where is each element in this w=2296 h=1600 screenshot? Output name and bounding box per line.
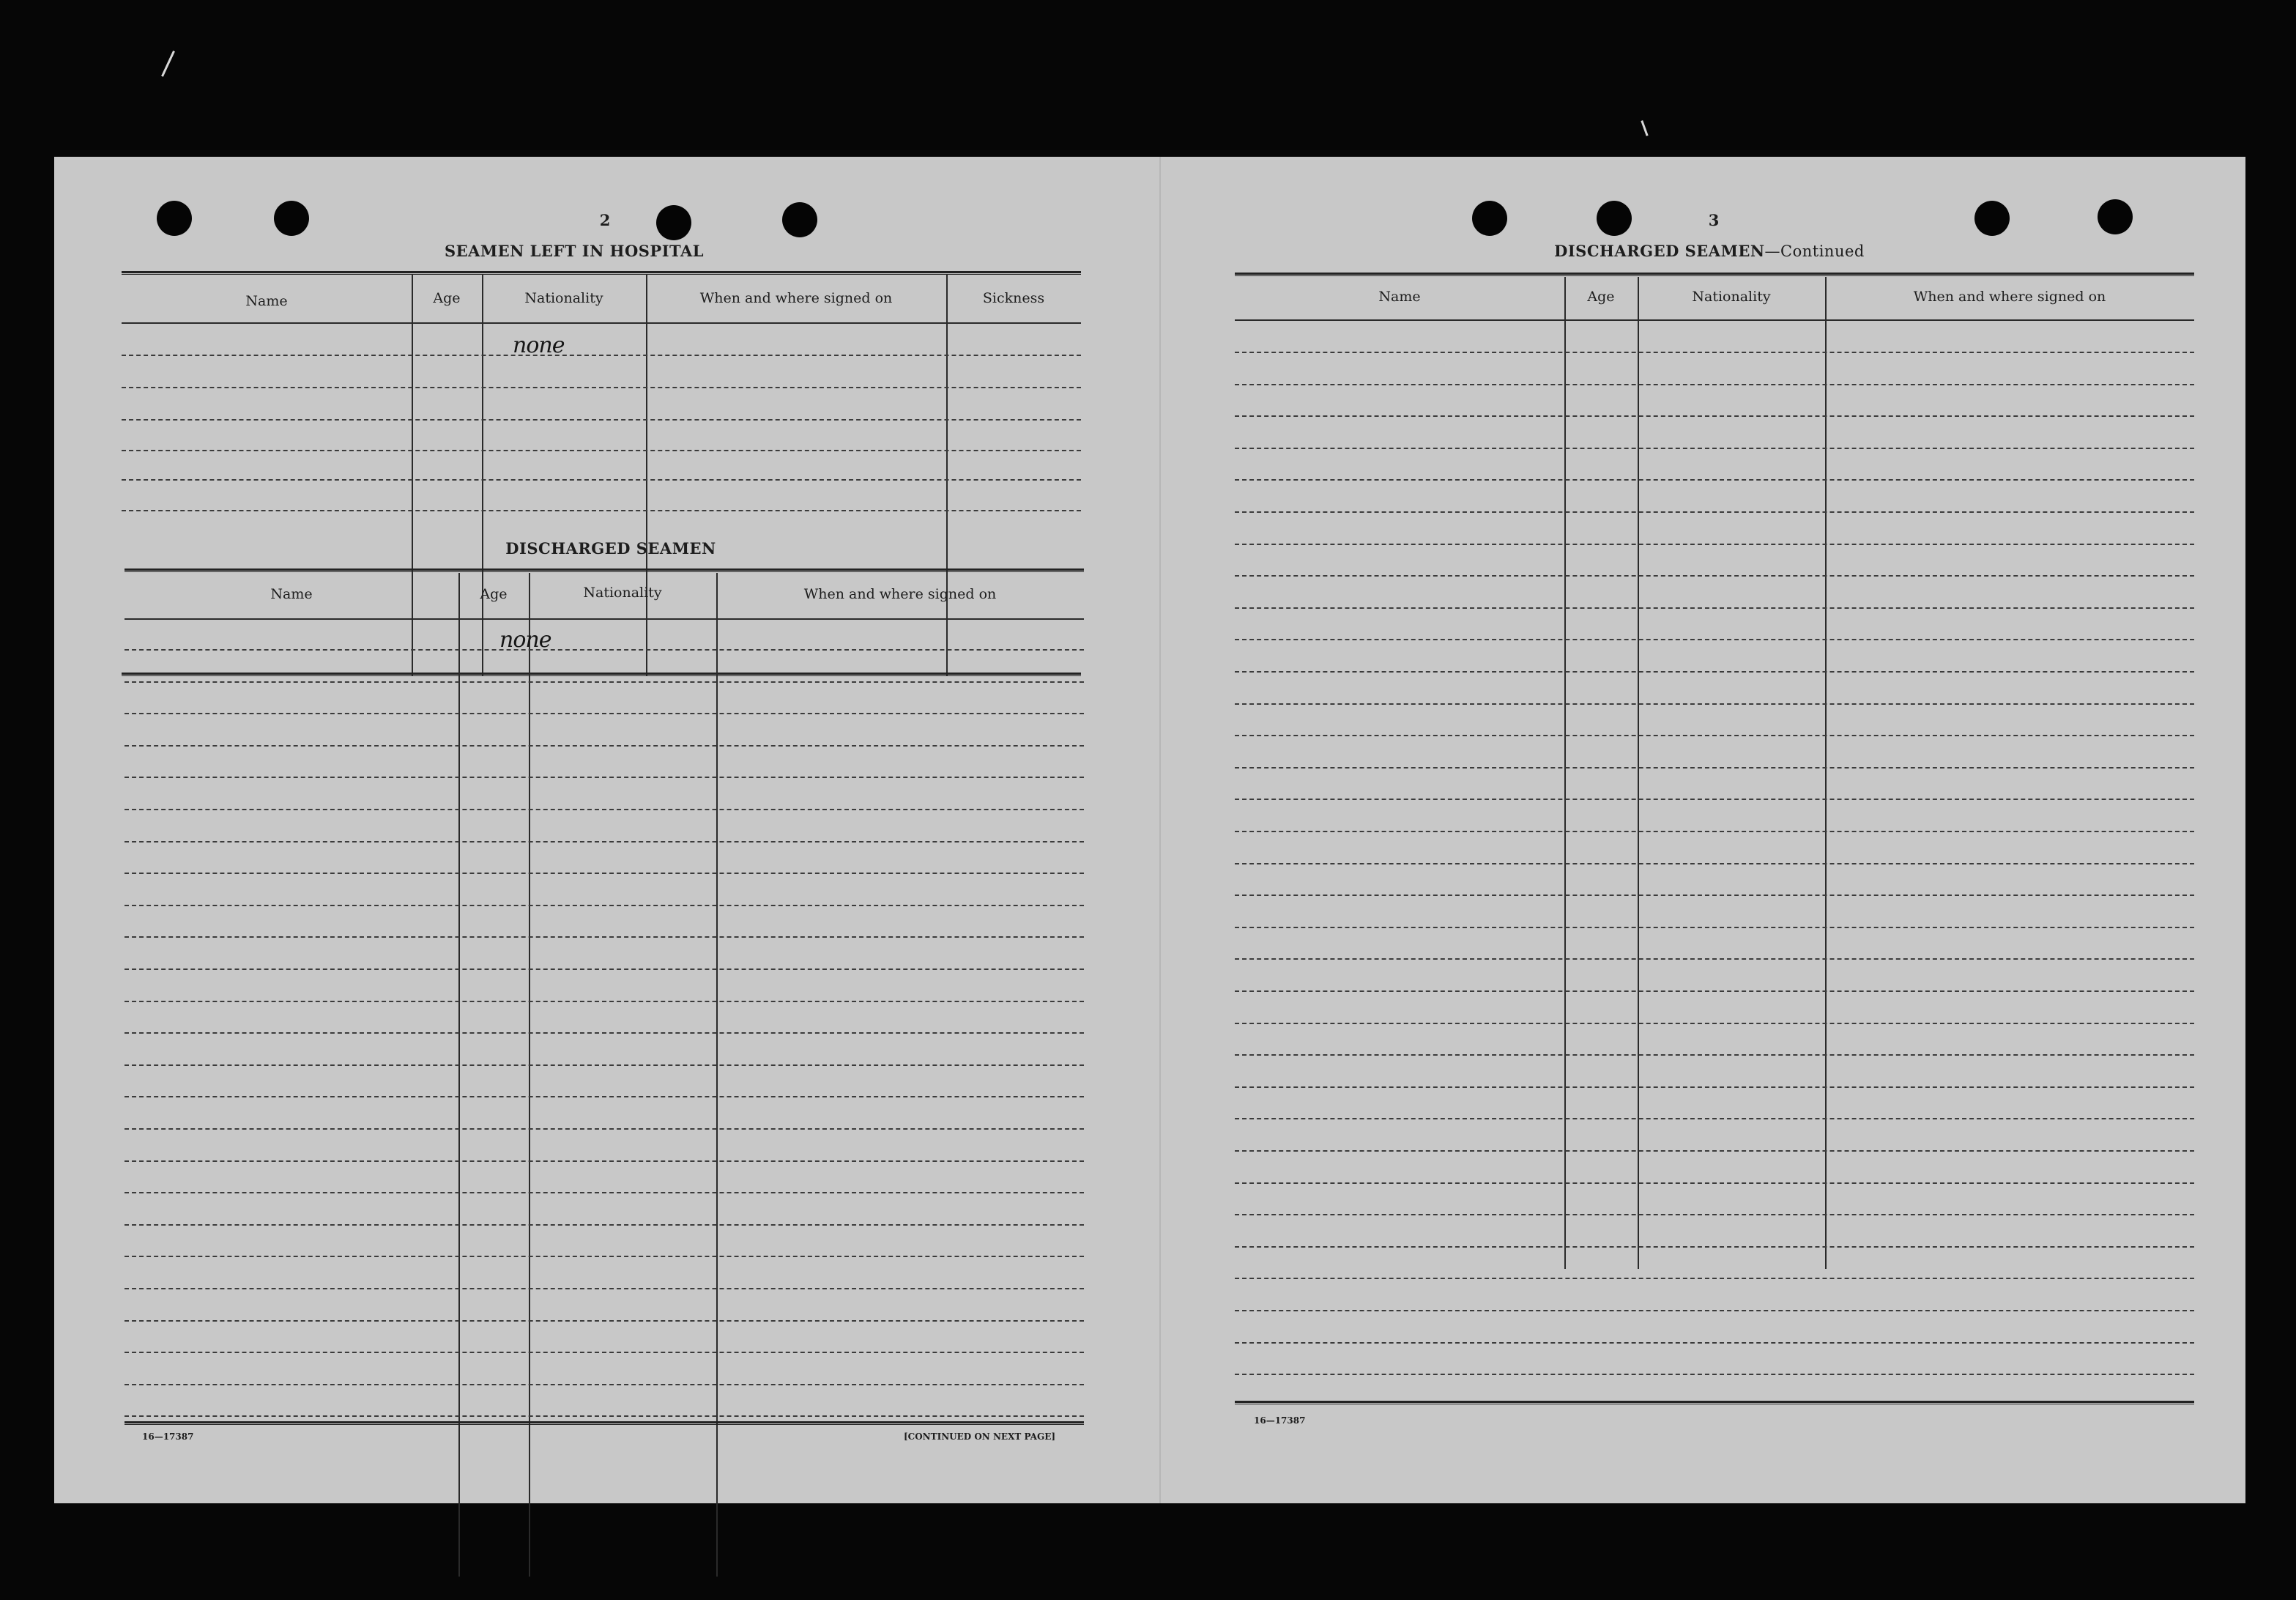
table-top-rule <box>125 568 1084 572</box>
table-row-line <box>122 510 1081 511</box>
table-row-line <box>125 905 1084 906</box>
table-row-line <box>1235 1246 2194 1248</box>
table-row-line <box>125 1032 1084 1034</box>
column-header-signed-on: When and where signed on <box>699 290 893 306</box>
handwritten-entry: none <box>499 627 551 653</box>
table-row-line <box>1235 1278 2194 1279</box>
table-row-line <box>125 649 1084 651</box>
table-row-line <box>122 387 1081 388</box>
section-title-discharged: DISCHARGED SEAMEN <box>505 539 716 558</box>
column-divider <box>1564 277 1566 1269</box>
table-row-line <box>1235 1310 2194 1311</box>
table-row-line <box>1235 671 2194 673</box>
handwritten-entry: none <box>513 333 565 358</box>
column-divider <box>646 274 647 675</box>
table-row-line <box>125 745 1084 747</box>
document-sheet <box>54 157 2245 1503</box>
binder-hole <box>656 205 691 240</box>
table-row-line <box>1235 544 2194 545</box>
page-divider <box>1159 157 1161 1503</box>
table-row-line <box>125 1320 1084 1322</box>
table-row-line <box>1235 895 2194 896</box>
table-row-line <box>1235 1150 2194 1152</box>
column-divider <box>458 573 460 1577</box>
table-row-line <box>125 1288 1084 1289</box>
section-title-hospital: SEAMEN LEFT IN HOSPITAL <box>444 242 705 260</box>
table-row-line <box>125 1192 1084 1193</box>
scan-mark <box>1641 120 1648 136</box>
table-row-line <box>1235 448 2194 449</box>
table-row-line <box>1235 575 2194 577</box>
table-row-line <box>125 873 1084 874</box>
continued-note: [CONTINUED ON NEXT PAGE] <box>904 1432 1056 1442</box>
table-row-line <box>1235 863 2194 864</box>
table-row-line <box>125 681 1084 683</box>
table-bottom-rule <box>122 673 1081 676</box>
table-row-line <box>1235 511 2194 513</box>
table-row-line <box>125 841 1084 842</box>
table-row-line <box>122 479 1081 481</box>
column-header-age: Age <box>1587 289 1615 305</box>
column-divider <box>946 274 948 675</box>
table-row-line <box>125 1096 1084 1097</box>
column-header-nationality: Nationality <box>1692 289 1771 305</box>
table-row-line <box>125 713 1084 714</box>
column-header-nationality: Nationality <box>583 585 662 601</box>
section-title-suffix: —Continued <box>1764 242 1865 260</box>
table-row-line <box>1235 799 2194 800</box>
column-header-name: Name <box>245 293 288 309</box>
table-row-line <box>1235 352 2194 353</box>
column-header-age: Age <box>480 586 508 602</box>
binder-hole <box>157 201 192 236</box>
table-row-line <box>1235 639 2194 640</box>
page-number: 2 <box>599 211 611 229</box>
column-header-sickness: Sickness <box>982 290 1045 306</box>
table-row-line <box>125 1415 1084 1417</box>
table-row-line <box>125 1001 1084 1002</box>
table-row-line <box>1235 927 2194 928</box>
table-row-line <box>125 777 1084 778</box>
table-row-line <box>1235 415 2194 417</box>
table-bottom-rule <box>1235 1401 2194 1404</box>
column-header-signed-on: When and where signed on <box>803 586 997 602</box>
column-divider <box>529 573 530 1577</box>
table-row-line <box>125 968 1084 970</box>
table-row-line <box>125 1224 1084 1226</box>
table-row-line <box>1235 607 2194 609</box>
table-row-line <box>1235 1214 2194 1215</box>
table-row-line <box>1235 735 2194 736</box>
table-row-line <box>122 450 1081 451</box>
column-header-age: Age <box>433 290 461 306</box>
table-row-line <box>1235 1182 2194 1184</box>
table-top-rule <box>122 271 1081 275</box>
table-top-rule <box>1235 273 2194 276</box>
column-divider <box>412 274 413 675</box>
header-underline <box>125 618 1084 620</box>
table-row-line <box>1235 1054 2194 1056</box>
table-row-line <box>122 419 1081 421</box>
form-number: 16—17387 <box>142 1432 194 1442</box>
table-row-line <box>1235 958 2194 960</box>
table-row-line <box>1235 1023 2194 1024</box>
binder-hole <box>1974 201 2010 236</box>
column-divider <box>482 274 483 675</box>
column-header-signed-on: When and where signed on <box>1913 289 2106 305</box>
table-bottom-rule <box>125 1421 1084 1425</box>
section-title-discharged-continued <box>1453 242 1966 260</box>
table-row-line <box>1235 990 2194 992</box>
table-row-line <box>1235 767 2194 768</box>
column-divider <box>716 573 718 1577</box>
table-row-line <box>125 1160 1084 1162</box>
table-row-line <box>125 1256 1084 1257</box>
section-title-main: DISCHARGED SEAMEN <box>1554 242 1765 260</box>
binder-hole <box>1472 201 1507 236</box>
table-row-line <box>1235 831 2194 832</box>
scan-mark <box>161 51 175 77</box>
table-row-line <box>125 936 1084 938</box>
binder-hole <box>2098 199 2133 234</box>
binder-hole <box>782 202 817 237</box>
table-row-line <box>125 1384 1084 1385</box>
table-row-line <box>125 1064 1084 1066</box>
binder-hole <box>1597 201 1632 236</box>
table-row-line <box>1235 1118 2194 1119</box>
table-row-line <box>1235 479 2194 481</box>
table-row-line <box>1235 384 2194 385</box>
column-header-nationality: Nationality <box>524 290 603 306</box>
table-row-line <box>122 355 1081 356</box>
table-row-line <box>125 809 1084 810</box>
page-number: 3 <box>1708 211 1720 229</box>
column-divider <box>1825 277 1827 1269</box>
table-row-line <box>1235 1086 2194 1088</box>
column-header-name: Name <box>270 586 313 602</box>
table-row-line <box>1235 703 2194 705</box>
table-row-line <box>125 1352 1084 1353</box>
binder-hole <box>274 201 309 236</box>
column-header-name: Name <box>1378 289 1421 305</box>
header-underline <box>1235 319 2194 321</box>
form-number: 16—17387 <box>1254 1415 1306 1426</box>
header-underline <box>122 322 1081 324</box>
table-row-line <box>1235 1374 2194 1375</box>
table-row-line <box>125 1128 1084 1130</box>
column-divider <box>1638 277 1639 1269</box>
table-row-line <box>1235 1342 2194 1344</box>
